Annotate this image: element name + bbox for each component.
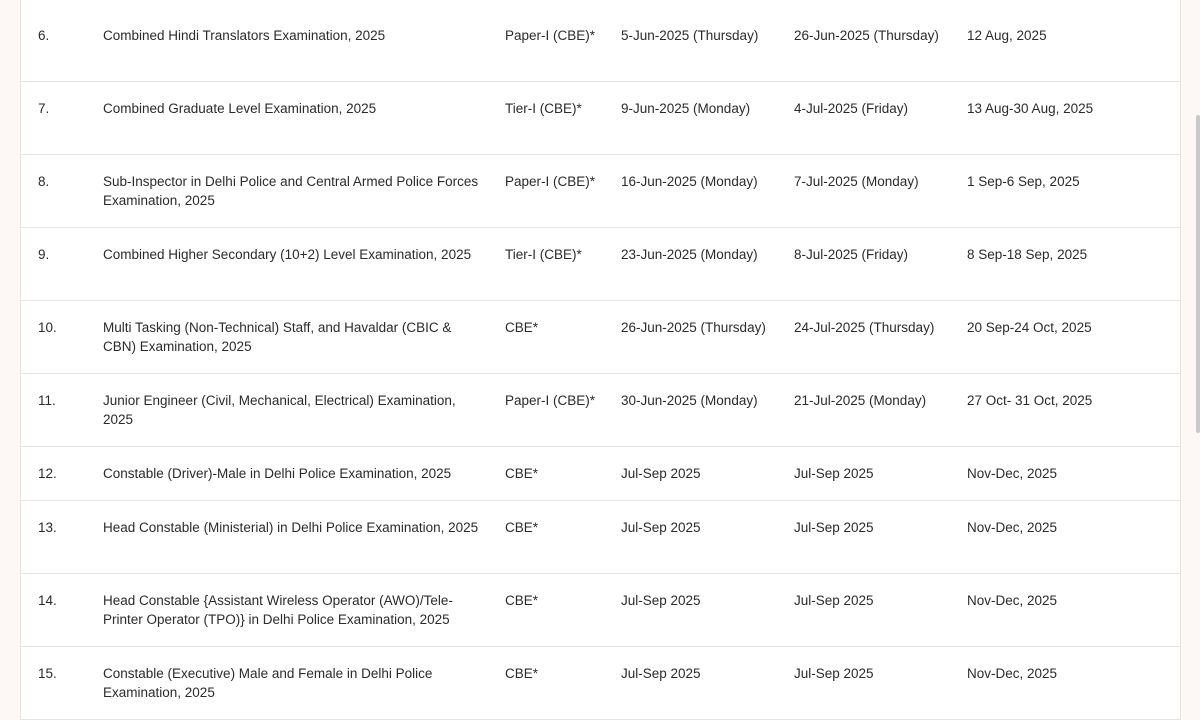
serial-number: 6. <box>21 9 103 82</box>
notice-date: 16-Jun-2025 (Monday) <box>621 155 794 228</box>
exam-mode: Tier-I (CBE)* <box>505 228 621 301</box>
closing-date: 21-Jul-2025 (Monday) <box>794 374 967 447</box>
serial-number: 15. <box>21 647 103 720</box>
exam-name: Constable (Executive) Male and Female in Delhi Police Examination, 2025 <box>103 647 505 720</box>
table-row <box>21 155 1180 228</box>
exam-name: Combined Hindi Translators Examination, 2025 <box>103 9 505 82</box>
serial-number: 8. <box>21 155 103 228</box>
scrollbar-thumb[interactable] <box>1196 115 1200 433</box>
exam-name: Sub-Inspector in Delhi Police and Central Armed Police Forces Examination, 2025 <box>103 155 505 228</box>
exam-name: Head Constable {Assistant Wireless Operator (AWO)/Tele-Printer Operator (TPO)} in Delhi Police Examination, 2025 <box>103 574 505 647</box>
table-row <box>21 9 1180 82</box>
exam-date: 27 Oct- 31 Oct, 2025 <box>967 374 1180 447</box>
exam-date: 12 Aug, 2025 <box>967 9 1180 82</box>
closing-date: 8-Jul-2025 (Friday) <box>794 228 967 301</box>
closing-date: 26-Jun-2025 (Thursday) <box>794 9 967 82</box>
exam-date: 13 Aug-30 Aug, 2025 <box>967 82 1180 155</box>
notice-date: Jul-Sep 2025 <box>621 647 794 720</box>
exam-name: Multi Tasking (Non-Technical) Staff, and Havaldar (CBIC & CBN) Examination, 2025 <box>103 301 505 374</box>
exam-name: Combined Graduate Level Examination, 2025 <box>103 82 505 155</box>
closing-date: 7-Jul-2025 (Monday) <box>794 155 967 228</box>
notice-date: 5-Jun-2025 (Thursday) <box>621 9 794 82</box>
table-row <box>21 501 1180 574</box>
notice-date: Jul-Sep 2025 <box>621 447 794 501</box>
table-row <box>21 228 1180 301</box>
closing-date: 24-Jul-2025 (Thursday) <box>794 301 967 374</box>
exam-name: Junior Engineer (Civil, Mechanical, Electrical) Examination, 2025 <box>103 374 505 447</box>
exam-mode: Paper-I (CBE)* <box>505 9 621 82</box>
closing-date: Jul-Sep 2025 <box>794 647 967 720</box>
notice-date: 23-Jun-2025 (Monday) <box>621 228 794 301</box>
exam-date: Nov-Dec, 2025 <box>967 447 1180 501</box>
serial-number: 7. <box>21 82 103 155</box>
notice-date: 30-Jun-2025 (Monday) <box>621 374 794 447</box>
exam-name: Combined Higher Secondary (10+2) Level Examination, 2025 <box>103 228 505 301</box>
table-row <box>21 574 1180 647</box>
closing-date: Jul-Sep 2025 <box>794 501 967 574</box>
serial-number: 13. <box>21 501 103 574</box>
exam-name: Constable (Driver)-Male in Delhi Police Examination, 2025 <box>103 447 505 501</box>
exam-mode: Paper-I (CBE)* <box>505 155 621 228</box>
exam-mode: Paper-I (CBE)* <box>505 374 621 447</box>
exam-mode: CBE* <box>505 647 621 720</box>
exam-mode: CBE* <box>505 501 621 574</box>
closing-date: 4-Jul-2025 (Friday) <box>794 82 967 155</box>
table-row <box>21 647 1180 720</box>
notice-date: Jul-Sep 2025 <box>621 574 794 647</box>
table-row <box>21 447 1180 501</box>
closing-date: Jul-Sep 2025 <box>794 574 967 647</box>
notice-date: Jul-Sep 2025 <box>621 501 794 574</box>
exam-date: Nov-Dec, 2025 <box>967 501 1180 574</box>
exam-date: 1 Sep-6 Sep, 2025 <box>967 155 1180 228</box>
table-row <box>21 82 1180 155</box>
exam-mode: CBE* <box>505 447 621 501</box>
exam-mode: CBE* <box>505 574 621 647</box>
serial-number: 14. <box>21 574 103 647</box>
exam-mode: CBE* <box>505 301 621 374</box>
notice-date: 26-Jun-2025 (Thursday) <box>621 301 794 374</box>
exam-name: Head Constable (Ministerial) in Delhi Police Examination, 2025 <box>103 501 505 574</box>
closing-date: Jul-Sep 2025 <box>794 447 967 501</box>
serial-number: 11. <box>21 374 103 447</box>
serial-number: 10. <box>21 301 103 374</box>
table-row <box>21 374 1180 447</box>
table-row <box>21 301 1180 374</box>
exam-date: 20 Sep-24 Oct, 2025 <box>967 301 1180 374</box>
exam-date: Nov-Dec, 2025 <box>967 647 1180 720</box>
exam-date: Nov-Dec, 2025 <box>967 574 1180 647</box>
exam-schedule-table <box>20 9 1181 720</box>
serial-number: 9. <box>21 228 103 301</box>
serial-number: 12. <box>21 447 103 501</box>
exam-mode: Tier-I (CBE)* <box>505 82 621 155</box>
exam-date: 8 Sep-18 Sep, 2025 <box>967 228 1180 301</box>
notice-date: 9-Jun-2025 (Monday) <box>621 82 794 155</box>
